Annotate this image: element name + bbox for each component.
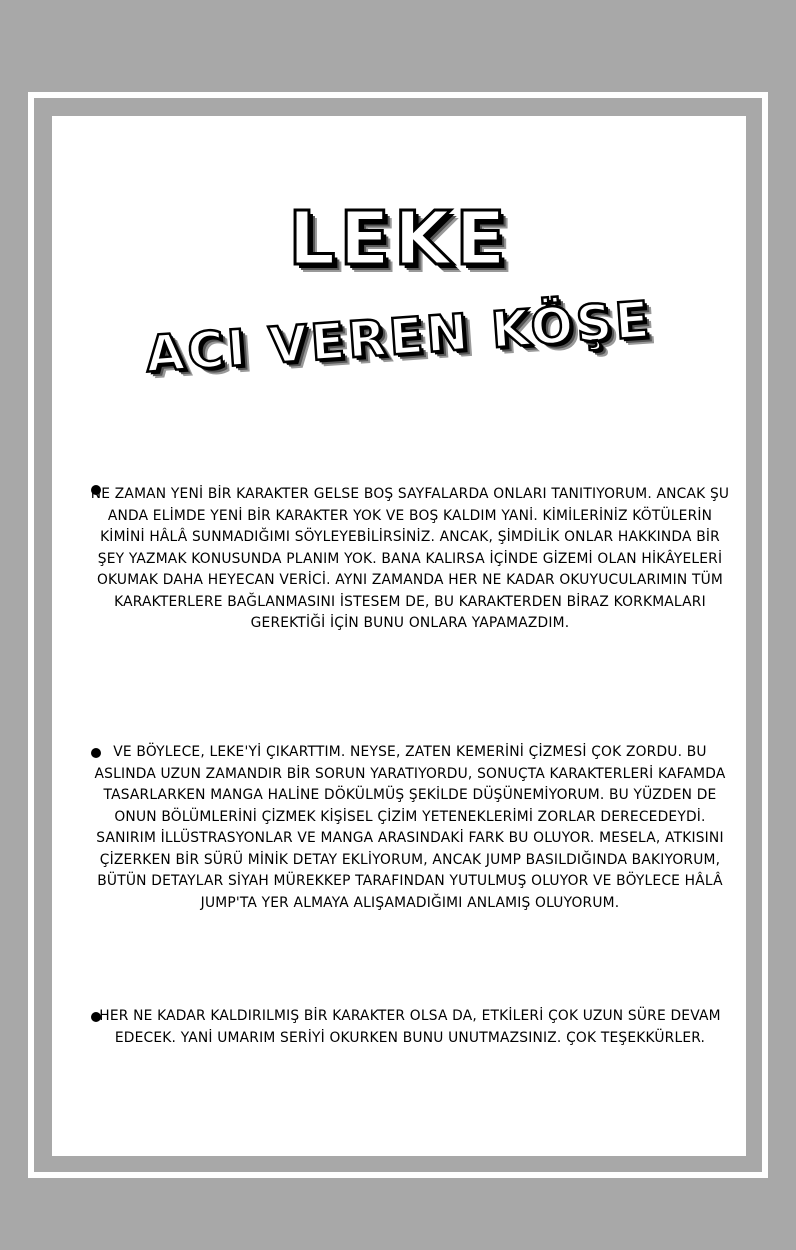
page-content — [52, 116, 746, 1156]
paragraph-2: VE BÖYLECE, LEKE'Yİ ÇIKARTTIM. NEYSE, ZATEN KEMERİNİ ÇİZMESİ ÇOK ZORDU. BU ASLINDA UZUN ZAMANDIR BİR SORUN YARATIYORDU, SONUÇTA KARAKTERLERİ KAFAMDA TASARLARKEN MANGA HALİNE DÖKÜLMÜŞ ŞEKİLDE DÜŞÜNEMİYORUM. BU YÜZDEN DE ONUN BÖLÜMLERİNİ ÇİZMEK KİŞİSEL ÇİZİM YETENEKLERİMİ ZORLAR DERECEDEYDİ. SANIRIM İLLÜSTRASYONLAR VE MANGA ARASINDAKİ FARK BU OLUYOR. MESELA, ATKISINI ÇİZERKEN BİR SÜRÜ MİNİK DETAY EKLİYORUM, ANCAK JUMP BASILDIĞINDA BAKIYORUM, BÜTÜN DETAYLAR SİYAH MÜREKKEP TARAFINDAN YUTULMUŞ OLUYOR VE BÖYLECE HÂLÂ JUMP'TA YER ALMAYA ALIŞAMADIĞIMI ANLAMIŞ OLUYORUM. — [94, 744, 726, 911]
page-subtitle: ACI VEREN KÖŞE — [143, 290, 655, 384]
page-title: LEKE — [288, 196, 510, 282]
paragraph-3: HER NE KADAR KALDIRILMIŞ BİR KARAKTER OLSA DA, ETKİLERİ ÇOK UZUN SÜRE DEVAM EDECEK. YANİ UMARIM SERİYİ OKURKEN BUNU UNUTMAZSINIZ. ÇOK TEŞEKKÜRLER. — [99, 1008, 721, 1046]
paragraph-1: NE ZAMAN YENİ BİR KARAKTER GELSE BOŞ SAYFALARDA ONLARI TANITIYORUM. ANCAK ŞU ANDA ELİMDE YENİ BİR KARAKTER YOK VE BOŞ KALDIM YANİ. KİMİLERİNİZ KÖTÜLERİN KİMİNİ HÂLÂ SUNMADIĞIMI SÖYLEYEBİLİRSİNİZ. ANCAK, ŞİMDİLİK ONLAR HAKKINDA BİR ŞEY YAZMAK KONUSUNDA PLANIM YOK. BANA KALIRSA İÇİNDE GİZEMİ OLAN HİKÂYELERİ OKUMAK DAHA HEYECAN VERİCİ. AYNI ZAMANDA HER NE KADAR OKUYUCULARIMIN TÜM KARAKTERLERE BAĞLANMASINI İSTESEM DE, BU KARAKTERDEN BİRAZ KORKMALARI GEREKTİĞİ İÇİN BUNU ONLARA YAPAMAZDIM. — [90, 486, 730, 631]
